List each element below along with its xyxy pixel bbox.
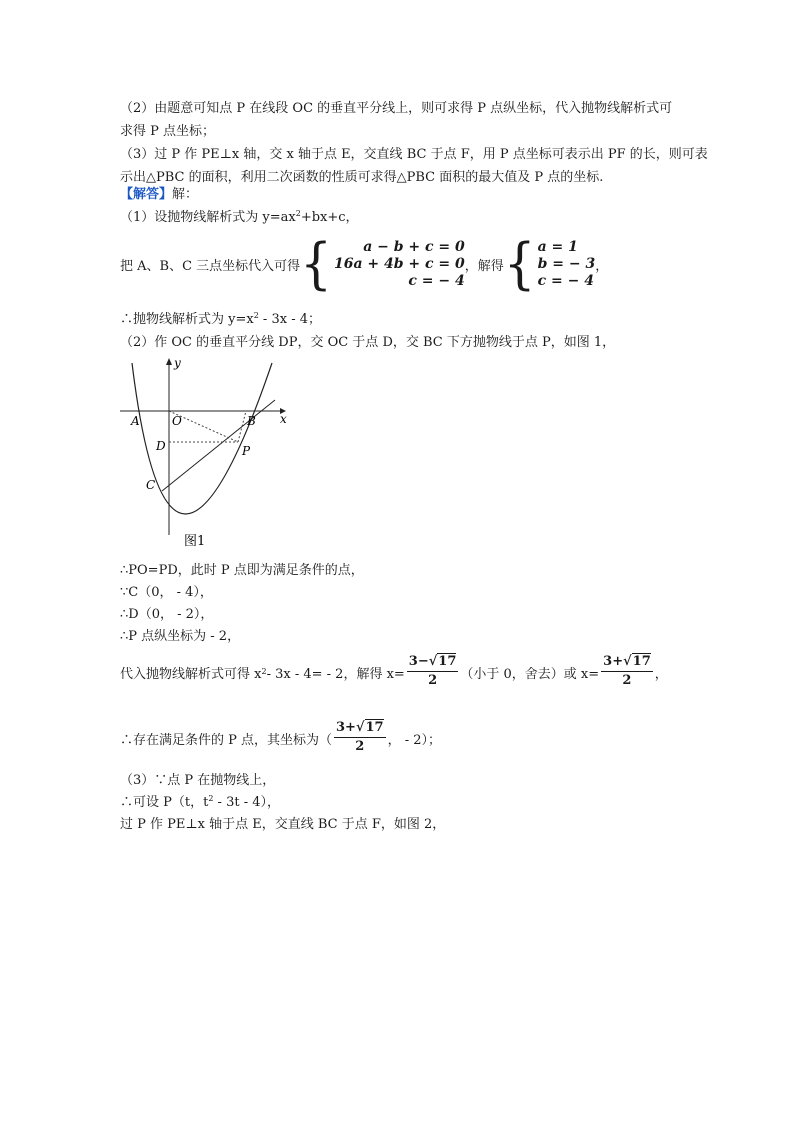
figure-1 (120, 355, 300, 550)
equation-system-2 (538, 239, 596, 290)
label-p: P (242, 444, 251, 458)
equation-system-1 (334, 239, 465, 290)
step1-result (120, 311, 321, 329)
frac-plus-numerator: 3+ (603, 654, 624, 669)
answer-heading (120, 186, 198, 204)
analysis-part2-line1: （2）由题意可知点 P 在线段 OC 的垂直平分线上，则可求得 P 点纵坐标，代入抛物线解析式可 (120, 101, 673, 116)
label-c: C (146, 478, 156, 492)
analysis-part3-line1: （3）过 P 作 PE⊥x 轴，交 x 轴于点 E，交直线 BC 于点 F，用 P 点坐标可表示出 PF 的长，则可表 (120, 147, 708, 162)
label-d: D (156, 439, 166, 453)
answer-tag-suffix: 解： (172, 187, 199, 202)
step1-setup (120, 209, 359, 227)
sub-note: （小于 0，舍去）或 x= (460, 666, 600, 682)
solution-b: b = − 3 (537, 255, 596, 272)
solution-a: a = 1 (537, 238, 578, 255)
system2-suffix: ， (595, 258, 609, 274)
frac-denominator: 2 (355, 739, 365, 754)
equation-2: 16a + 4b + c = 0 (333, 255, 465, 272)
label-y: y (174, 356, 181, 370)
label-a: A (131, 414, 140, 428)
left-brace-1: { (300, 232, 332, 296)
answer-tag: 【解答】 (120, 187, 173, 202)
label-b: B (247, 414, 256, 428)
left-brace-2: { (503, 232, 536, 296)
sqrt-value: 17 (632, 654, 651, 669)
equation-1: a − b + c = 0 (363, 238, 465, 255)
step2-line4: ∴P 点纵坐标为 - 2， (120, 629, 241, 644)
result-prefix: ∴抛物线解析式为 y=x (120, 312, 254, 327)
step2-existence (120, 718, 441, 758)
segment-pb (238, 411, 246, 442)
frac-minus-numerator: 3− (408, 654, 429, 669)
system1-suffix: ，解得 (464, 258, 504, 274)
sqrt-value: 17 (438, 654, 457, 669)
y-axis-arrow (166, 358, 172, 365)
frac-denominator: 2 (428, 673, 438, 688)
step2-line2: ∵C（0， - 4）， (120, 585, 213, 600)
analysis-part2-line2: 求得 P 点坐标； (120, 124, 216, 139)
step2-intro: （2）作 OC 的垂直平分线 DP，交 OC 于点 D，交 BC 下方抛物线于点 P，如图 1， (120, 335, 616, 350)
fraction-minus: $\frac{3-√17}{2}$ (408, 654, 457, 688)
label-x: x (280, 412, 287, 426)
label-o: O (172, 414, 182, 428)
s3-suffix: - 3t - 4）， (213, 795, 281, 810)
analysis-part3-line2: 示出△PBC 的面积，利用二次函数的性质可求得△PBC 面积的最大值及 P 点的坐标. (120, 170, 604, 185)
step1-substitution (120, 232, 609, 296)
sub-prefix: 代入抛物线解析式可得 x (120, 666, 262, 682)
step2-substitution: 代入抛物线解析式可得 x 2 - 3x - 4= - 2，解得 x= $\frac{3-√17}{2}$ （小于 0，舍去）或 x= $\frac{3+√17}{2}$ ， (120, 654, 668, 688)
exponent-2: 2 (253, 311, 259, 320)
step1-setup-suffix: +bx+c， (300, 210, 359, 225)
fraction-coordinate: $\frac{3+√17}{2}$ (336, 720, 384, 754)
s3-prefix: ∴可设 P（t，t (120, 795, 209, 810)
sqrt-value: 17 (365, 720, 384, 735)
sub-end: ， (654, 666, 668, 682)
figure-caption: 图1 (184, 534, 206, 549)
sub-mid: - 3x - 4= - 2，解得 x= (266, 666, 405, 682)
step2-line1: ∴PO=PD，此时 P 点即为满足条件的点， (120, 563, 364, 578)
equation-3: c = − 4 (408, 272, 465, 289)
step2-line3: ∴D（0， - 2）， (120, 607, 214, 622)
result-suffix: - 3x - 4； (258, 312, 321, 327)
step1-setup-prefix: （1）设抛物线解析式为 y=ax (120, 210, 296, 225)
frac-denominator: 2 (622, 673, 632, 688)
substitution-prefix: 把 A、B、C 三点坐标代入可得 (120, 258, 301, 274)
step3-line2 (120, 794, 280, 812)
exist-suffix: ， - 2）； (387, 732, 442, 748)
step3-line3: 过 P 作 PE⊥x 轴于点 E，交直线 BC 于点 F，如图 2， (120, 817, 446, 832)
exponent-2: 2 (295, 209, 301, 218)
exist-prefix: ∴存在满足条件的 P 点，其坐标为（ (120, 732, 333, 748)
fraction-plus: $\frac{3+√17}{2}$ (603, 654, 651, 688)
exponent-2: 2 (208, 794, 214, 803)
frac-plus-numerator: 3+ (336, 720, 356, 735)
step3-line1: （3）∵点 P 在抛物线上， (120, 773, 276, 788)
solution-c: c = − 4 (537, 272, 594, 289)
